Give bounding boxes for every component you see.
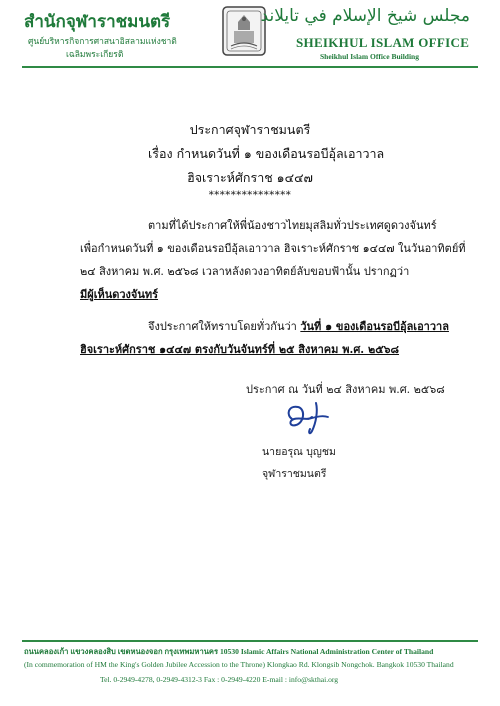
divider-stars: *************** — [208, 190, 292, 201]
announcement-date: ประกาศ ณ วันที่ ๒๔ สิงหาคม พ.ศ. ๒๕๖๘ — [246, 383, 445, 396]
arabic-office-title: مجلس شيخ الإسلام في تايلاند — [260, 6, 470, 26]
body-line-2: เพื่อกำหนดวันที่ ๑ ของเดือนรอบีอุ้ลเอาวาล ฮิจเราะห์ศักราช ๑๔๔๗ ในวันอาทิตย์ที่ — [80, 242, 466, 255]
body-line-1: ตามที่ได้ประกาศให้พี่น้องชาวไทยมุสลิมทั่วประเทศดูดวงจันทร์ — [148, 219, 437, 232]
declaration-prefix: จึงประกาศให้ทราบโดยทั่วกันว่า — [148, 320, 301, 333]
english-office-title: SHEIKHUL ISLAM OFFICE — [296, 35, 470, 50]
announcement-subject: เรื่อง กำหนดวันที่ ๑ ของเดือนรอบีอุ้ลเอาวาล — [148, 146, 385, 161]
announcement-title: ประกาศจุฬาราชมนตรี — [189, 122, 311, 137]
office-seal-icon — [222, 6, 266, 56]
signer-name: นายอรุณ บุญชม — [262, 446, 336, 458]
thai-office-subtitle-2: เฉลิมพระเกียรติ — [66, 50, 124, 60]
announcement-subject-line2: ฮิจเราะห์ศักราช ๑๔๔๗ — [187, 170, 313, 185]
footer-address: ถนนคลองเก้า แขวงคลองสิบ เขตหนองจอก กรุงเทพมหานคร 10530 Islamic Affairs National Administration Center of Thailand — [24, 647, 434, 656]
body-line-3: ๒๔ สิงหาคม พ.ศ. ๒๕๖๘ เวลาหลังดวงอาทิตย์ลับขอบฟ้านั้น ปรากฏว่า — [80, 265, 410, 278]
thai-office-title: สำนักจุฬาราชมนตรี — [24, 12, 171, 32]
footer-address-english: (In commemoration of HM the King's Golden Jubilee Accession to the Throne) Klongkao Rd. Klongsib Nongchok. Bangkok 10530 Thailand — [24, 660, 454, 669]
moon-sighted-statement: มีผู้เห็นดวงจันทร์ — [80, 288, 159, 301]
signer-title: จุฬาราชมนตรี — [262, 468, 327, 480]
footer-contact: Tel. 0-2949-4278, 0-2949-4312-3 Fax : 0-2949-4220 E-mail : info@skthai.org — [100, 675, 339, 684]
footer-divider — [22, 640, 478, 642]
body-line-5 — [148, 317, 449, 335]
declaration-date-part1: วันที่ ๑ ของเดือนรอบีอุ้ลเอาวาล — [300, 320, 449, 333]
english-office-subtitle: Sheikhul Islam Office Building — [320, 52, 419, 61]
header-divider — [22, 66, 478, 68]
thai-office-subtitle: ศูนย์บริหารกิจการศาสนาอิสลามแห่งชาติ — [28, 37, 177, 47]
signature-icon — [278, 397, 348, 439]
declaration-date-part2: ฮิจเราะห์ศักราช ๑๔๔๗ ตรงกับวันจันทร์ที่ ๒๕ สิงหาคม พ.ศ. ๒๕๖๘ — [80, 343, 400, 356]
